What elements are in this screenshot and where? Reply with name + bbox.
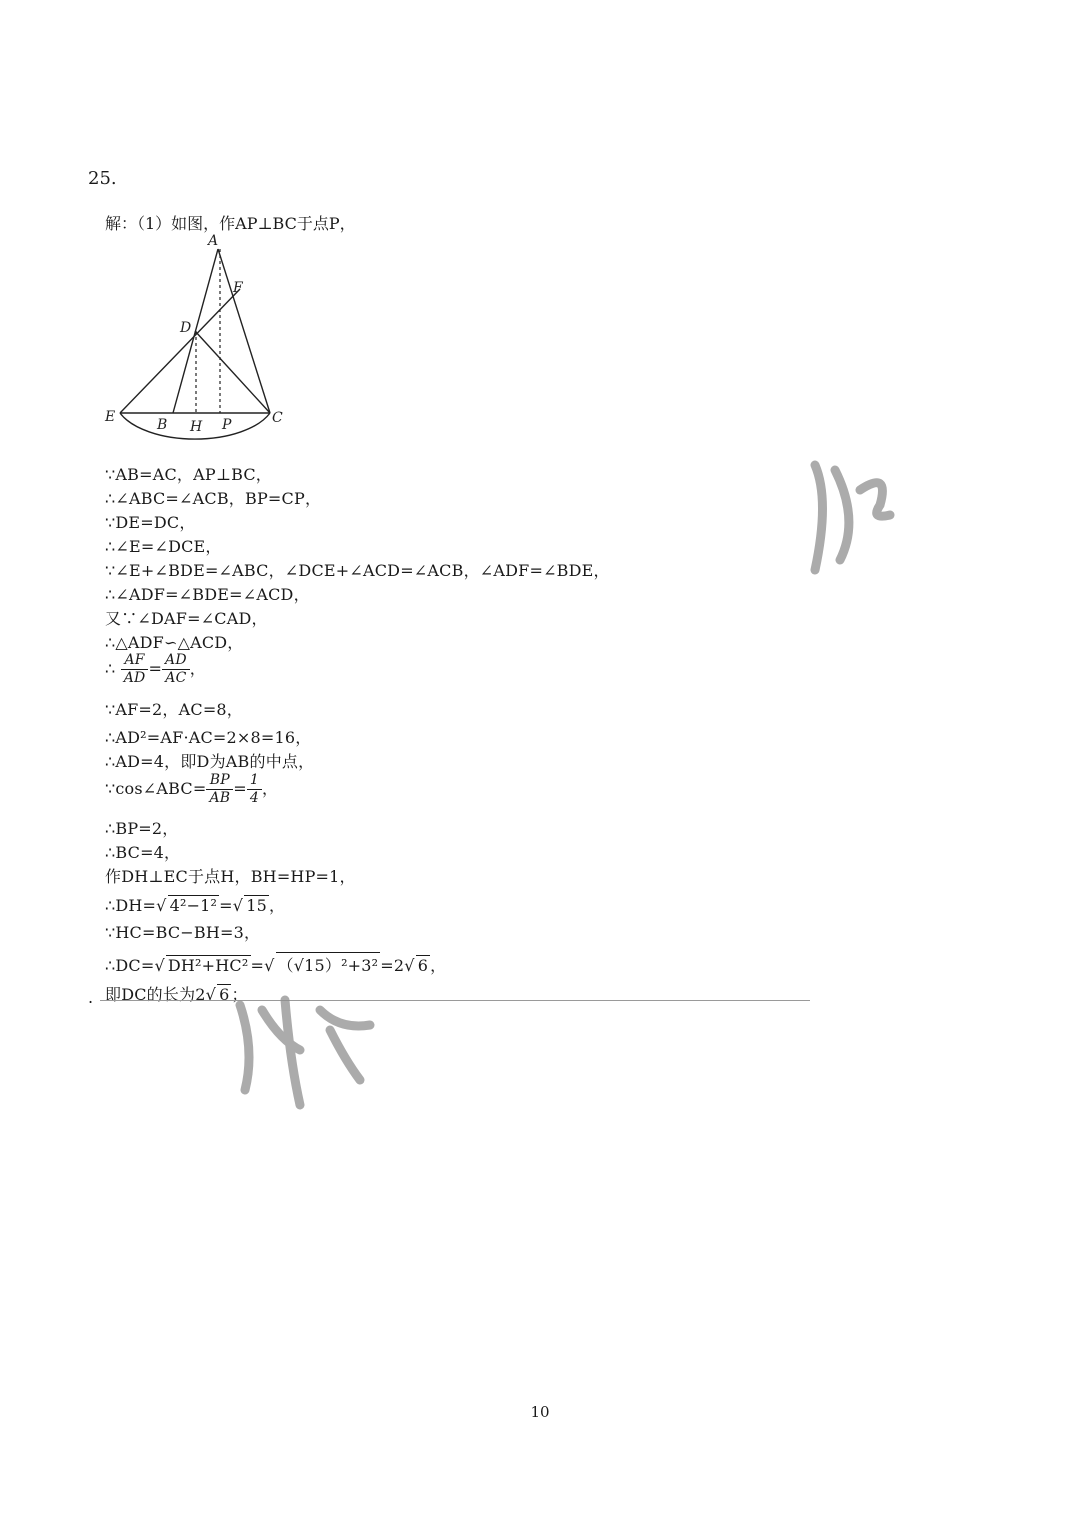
- segment-ef: [120, 289, 240, 413]
- fraction: $\frac{AF}{AD}$: [121, 652, 149, 687]
- proof-line: ∵HC=BC−BH=3，: [105, 923, 261, 942]
- segment-dc: [195, 331, 270, 413]
- dh-line: ∴DH=√ 4²−1² =√ 15 ，: [105, 896, 286, 915]
- proof-line: ∵AF=2，AC=8，: [105, 700, 244, 719]
- sqrt: 4²−1²: [169, 896, 218, 915]
- proof-line: ∵AB=AC，AP⊥BC，: [105, 465, 272, 484]
- conclusion-line: 即DC的长为2√ 6 ；: [105, 985, 248, 1004]
- proof-line: ∴AD²=AF·AC=2×8=16，: [105, 728, 312, 747]
- horizontal-rule: [100, 1000, 810, 1001]
- label-b: B: [157, 417, 168, 433]
- label-h: H: [190, 419, 203, 435]
- geometry-figure: [100, 233, 300, 463]
- proof-line: 作DH⊥EC于点H，BH=HP=1，: [105, 867, 356, 886]
- proof-line: ∴BP=2，: [105, 819, 179, 838]
- solution-intro: 解：（1）如图，作AP⊥BC于点P，: [105, 214, 356, 233]
- sqrt: DH²+HC²: [167, 956, 249, 975]
- page-number: 10: [530, 1403, 550, 1421]
- sqrt: 6: [417, 956, 429, 975]
- sqrt: 6: [219, 985, 230, 1004]
- proof-line: ∵DE=DC，: [105, 513, 196, 532]
- sqrt: 15: [246, 896, 267, 915]
- fraction: $\frac{1}{4}$: [247, 772, 262, 807]
- proof-line: 又∵∠DAF=∠CAD，: [105, 609, 268, 628]
- proof-line: ∴BC=4，: [105, 843, 181, 862]
- label-a: A: [208, 233, 219, 249]
- proof-line: ∴∠E=∠DCE，: [105, 537, 222, 556]
- cos-line: ∵cos∠ABC= $\frac{BP}{AB}$ = $\frac{1}{4}$ ，: [105, 772, 279, 806]
- proof-line: ∴∠ADF=∠BDE=∠ACD，: [105, 585, 310, 604]
- label-c: C: [272, 410, 283, 426]
- label-p: P: [222, 417, 232, 433]
- ratio-line: ∴ $\frac{AF}{AD}$ = $\frac{AD}{AC}$ ，: [105, 652, 206, 686]
- proof-line: ∴△ADF∽△ACD，: [105, 633, 244, 652]
- proof-line: ∴AD=4，即D为AB的中点，: [105, 752, 315, 771]
- segment-ac: [218, 249, 270, 413]
- label-e: E: [105, 409, 116, 425]
- bullet-dot: .: [88, 988, 94, 1007]
- label-d: D: [180, 320, 192, 336]
- dc-line: ∴DC=√ DH²+HC² =√ （√15）²+3² =2√ 6 ，: [105, 952, 446, 976]
- question-number: 25.: [88, 168, 117, 189]
- proof-line: ∵∠E+∠BDE=∠ABC，∠DCE+∠ACD=∠ACB，∠ADF=∠BDE，: [105, 561, 610, 580]
- label-f: F: [233, 280, 243, 296]
- proof-line: ∴∠ABC=∠ACB，BP=CP，: [105, 489, 322, 508]
- fraction: $\frac{BP}{AB}$: [206, 772, 233, 807]
- fraction: $\frac{AD}{AC}$: [162, 652, 190, 687]
- sqrt: （√15）²+3²: [276, 952, 381, 976]
